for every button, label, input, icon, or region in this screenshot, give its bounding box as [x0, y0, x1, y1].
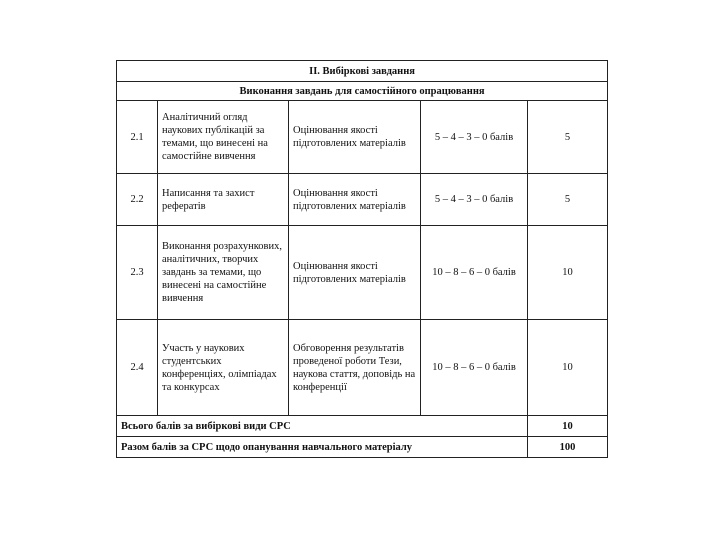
task-description: Участь у наукових студентських конференціях, олімпіадах та конкурсах: [158, 320, 289, 416]
table-row: [117, 174, 608, 226]
row-number: 2.4: [117, 320, 158, 416]
max-score: 5: [528, 101, 608, 174]
subsection-title: Виконання завдань для самостійного опрацювання: [117, 82, 608, 101]
section-title-row: [117, 61, 608, 82]
score-scale: 5 – 4 – 3 – 0 балів: [421, 101, 528, 174]
assessment-form: Оцінювання якості підготовлених матеріалів: [289, 101, 421, 174]
max-score: 5: [528, 174, 608, 226]
row-number: 2.3: [117, 226, 158, 320]
row-number: 2.2: [117, 174, 158, 226]
section-title: II. Вибіркові завдання: [117, 61, 608, 82]
task-description: Виконання розрахункових, аналітичних, творчих завдань за темами, що винесені на самостійне вивчення: [158, 226, 289, 320]
score-scale: 5 – 4 – 3 – 0 балів: [421, 174, 528, 226]
score-scale: 10 – 8 – 6 – 0 балів: [421, 320, 528, 416]
task-description: Аналітичний огляд наукових публікацій за темами, що винесені на самостійне вивчення: [158, 101, 289, 174]
row-number: 2.1: [117, 101, 158, 174]
grand-total-row: [117, 437, 608, 458]
max-score: 10: [528, 320, 608, 416]
elective-total-row: [117, 416, 608, 437]
elective-total-value: 10: [528, 416, 608, 437]
task-description: Написання та захист рефератів: [158, 174, 289, 226]
subsection-title-row: [117, 82, 608, 101]
table-row: [117, 101, 608, 174]
table-row: [117, 226, 608, 320]
grand-total-label: Разом балів за СРС щодо опанування навчального матеріалу: [117, 437, 528, 458]
assessment-table: [116, 60, 608, 458]
grand-total-value: 100: [528, 437, 608, 458]
elective-total-label: Всього балів за вибіркові види СРС: [117, 416, 528, 437]
assessment-form: Оцінювання якості підготовлених матеріалів: [289, 226, 421, 320]
assessment-form: Оцінювання якості підготовлених матеріалів: [289, 174, 421, 226]
max-score: 10: [528, 226, 608, 320]
score-scale: 10 – 8 – 6 – 0 балів: [421, 226, 528, 320]
table-row: [117, 320, 608, 416]
assessment-form: Обговорення результатів проведеної роботи Тези, наукова стаття, доповідь на конференції: [289, 320, 421, 416]
